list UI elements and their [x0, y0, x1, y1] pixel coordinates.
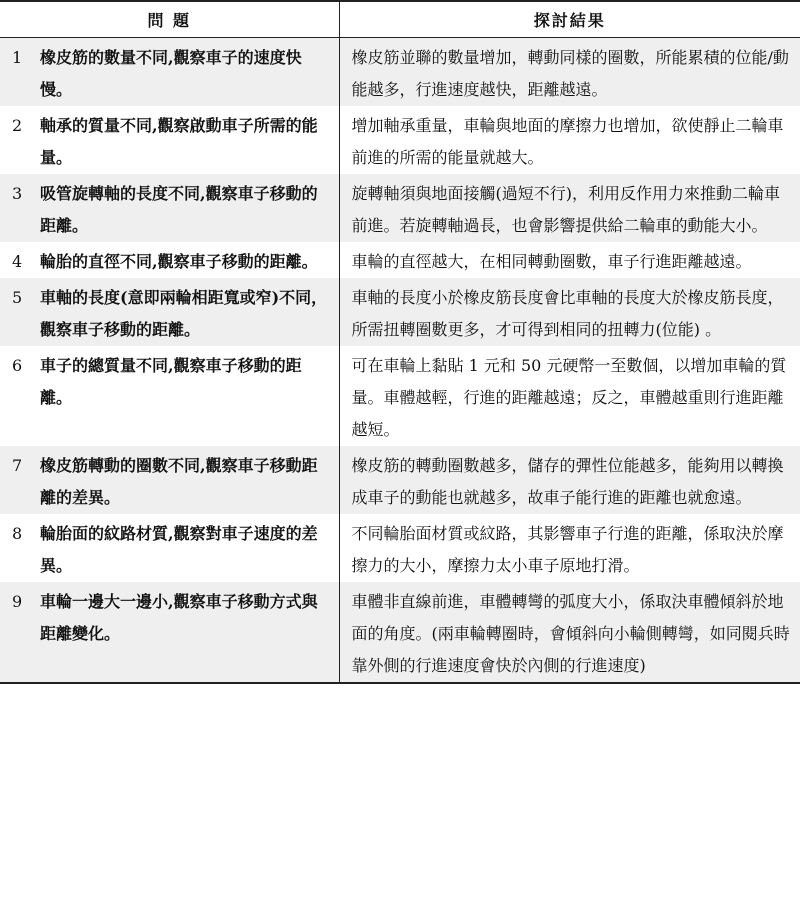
question-cell [0, 106, 339, 174]
result-cell: 橡皮筋的轉動圈數越多，儲存的彈性位能越多，能夠用以轉換成車子的動能也就越多，故車子能行進的距離也就愈遠。 [339, 446, 800, 514]
question-text: 車子的總質量不同,觀察車子移動的距離。 [40, 356, 302, 407]
row-number: 9 [12, 592, 23, 611]
row-number: 2 [12, 116, 23, 135]
table-row [0, 174, 800, 242]
table-row [0, 514, 800, 582]
table-row [0, 38, 800, 107]
result-cell: 車軸的長度小於橡皮筋長度會比車軸的長度大於橡皮筋長度，所需扭轉圈數更多，才可得到相同的扭轉力(位能) 。 [339, 278, 800, 346]
row-number: 7 [12, 456, 23, 475]
question-cell [0, 278, 339, 346]
row-number: 8 [12, 524, 23, 543]
row-number: 6 [12, 356, 23, 375]
result-column-header: 探討結果 [339, 1, 800, 38]
table-row [0, 242, 800, 278]
question-text: 車軸的長度(意即兩輪相距寬或窄)不同，觀察車子移動的距離。 [40, 288, 328, 339]
question-cell [0, 174, 339, 242]
result-cell: 旋轉軸須與地面接觸(過短不行)，利用反作用力來推動二輪車前進。若旋轉軸過長，也會影響提供給二輪車的動能大小。 [339, 174, 800, 242]
result-cell: 橡皮筋並聯的數量增加，轉動同樣的圈數，所能累積的位能/動能越多，行進速度越快，距離越遠。 [339, 38, 800, 107]
row-number: 5 [12, 288, 23, 307]
question-text: 車輪一邊大一邊小,觀察車子移動方式與距離變化。 [40, 592, 318, 643]
question-column-header: 問 題 [0, 1, 339, 38]
table-row [0, 446, 800, 514]
question-cell [0, 514, 339, 582]
row-number: 4 [12, 252, 23, 271]
result-cell: 增加軸承重量，車輪與地面的摩擦力也增加，欲使靜止二輪車前進的所需的能量就越大。 [351, 116, 784, 167]
question-text: 橡皮筋的數量不同,觀察車子的速度快慢。 [40, 48, 302, 99]
row-number: 3 [12, 184, 23, 203]
question-cell [0, 346, 339, 446]
question-text: 軸承的質量不同,觀察啟動車子所需的能量。 [40, 116, 318, 167]
result-cell: 可在車輪上黏貼 1 元和 50 元硬幣一至數個，以增加車輪的質量。車體越輕，行進的距離越遠；反之，車體越重則行進距離越短。 [351, 356, 787, 439]
result-cell: 不同輪胎面材質或紋路，其影響車子行進的距離，係取決於摩擦力的大小，摩擦力太小車子原地打滑。 [351, 524, 784, 575]
table-row [0, 346, 800, 446]
row-number: 1 [12, 48, 23, 67]
question-text: 吸管旋轉軸的長度不同,觀察車子移動的距離。 [40, 184, 318, 235]
question-cell [0, 582, 339, 683]
question-text: 輪胎的直徑不同,觀察車子移動的距離。 [40, 252, 318, 271]
table-row [0, 278, 800, 346]
result-cell: 車體非直線前進，車體轉彎的弧度大小，係取決車體傾斜於地面的角度。(兩車輪轉圈時，會傾斜向小輪側轉彎，如同閱兵時靠外側的行進速度會快於內側的行進速度) [339, 582, 800, 683]
question-cell [0, 242, 339, 278]
question-cell [0, 38, 339, 107]
question-cell [0, 446, 339, 514]
table-row [0, 106, 800, 174]
result-cell: 車輪的直徑越大，在相同轉動圈數，車子行進距離越遠。 [351, 252, 752, 271]
question-text: 橡皮筋轉動的圈數不同,觀察車子移動距離的差異。 [40, 456, 318, 507]
table-row [0, 582, 800, 683]
question-text: 輪胎面的紋路材質,觀察對車子速度的差異。 [40, 524, 318, 575]
table-header-row [0, 1, 800, 38]
